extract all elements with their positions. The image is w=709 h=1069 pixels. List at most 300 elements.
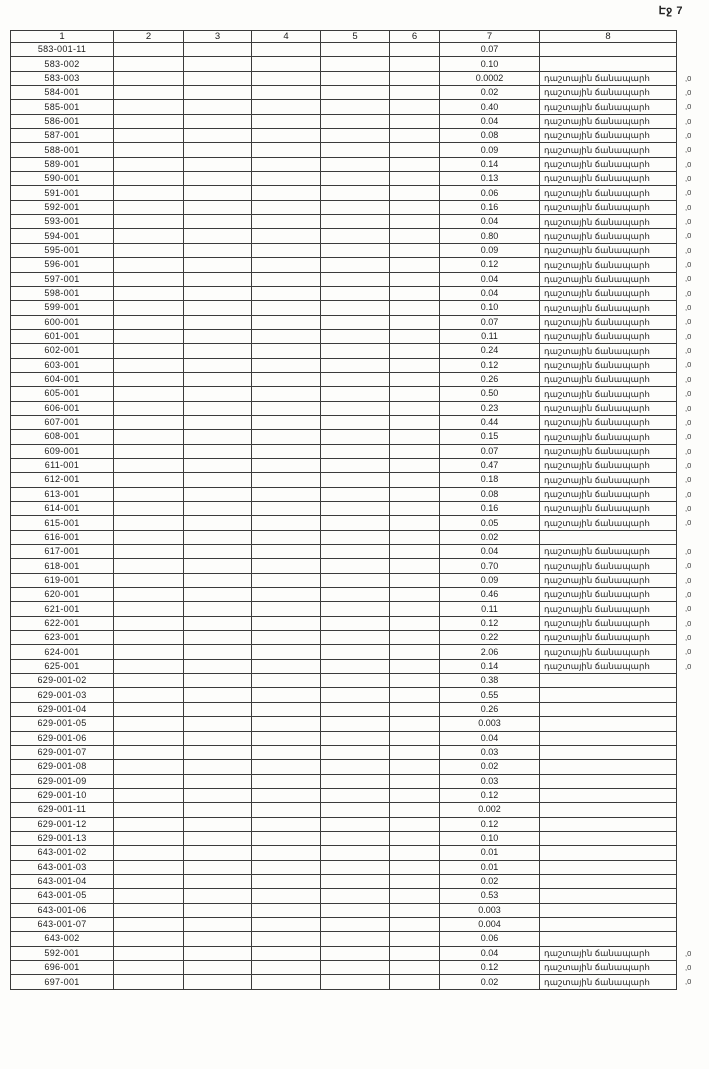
area-value-cell: 0.07 xyxy=(440,444,540,458)
parcel-id-cell: 643-001-05 xyxy=(11,889,114,903)
table-row xyxy=(11,401,707,415)
margin-mark xyxy=(677,846,707,860)
area-value-cell: 0.15 xyxy=(440,430,540,444)
parcel-id-cell: 586-001 xyxy=(11,114,114,128)
cell-4 xyxy=(252,344,321,358)
cell-6 xyxy=(390,731,440,745)
cell-6 xyxy=(390,573,440,587)
cell-6 xyxy=(390,674,440,688)
margin-mark xyxy=(677,674,707,688)
table-row xyxy=(11,645,707,659)
cell-6 xyxy=(390,129,440,143)
margin-mark: ,0 xyxy=(685,346,692,356)
margin-mark: ,0 xyxy=(685,503,692,513)
cell-3 xyxy=(184,487,252,501)
table-row xyxy=(11,588,707,602)
margin-mark xyxy=(677,788,707,802)
table-row xyxy=(11,172,707,186)
cell-5 xyxy=(321,745,390,759)
land-use-cell: դաշտային ճանապարհ xyxy=(540,387,677,401)
cell-5 xyxy=(321,588,390,602)
parcel-id-cell: 629-001-06 xyxy=(11,731,114,745)
area-value-cell: 0.04 xyxy=(440,946,540,960)
cell-3 xyxy=(184,43,252,57)
cell-5 xyxy=(321,229,390,243)
cell-6 xyxy=(390,545,440,559)
margin-mark: ,0 xyxy=(685,145,692,155)
table-row xyxy=(11,788,707,802)
land-use-cell xyxy=(540,846,677,860)
parcel-id-cell: 593-001 xyxy=(11,215,114,229)
cell-2 xyxy=(114,473,184,487)
area-value-cell: 0.04 xyxy=(440,215,540,229)
cell-4 xyxy=(252,645,321,659)
cell-5 xyxy=(321,975,390,989)
area-value-cell: 0.16 xyxy=(440,502,540,516)
cell-6 xyxy=(390,57,440,71)
cell-5 xyxy=(321,631,390,645)
margin-mark: ,0 xyxy=(685,87,692,97)
parcel-id-cell: 629-001-04 xyxy=(11,702,114,716)
cell-2 xyxy=(114,760,184,774)
cell-3 xyxy=(184,258,252,272)
land-use-cell: դաշտային ճանապարհ xyxy=(540,114,677,128)
margin-mark: ,0 xyxy=(685,188,692,198)
area-value-cell: 0.06 xyxy=(440,932,540,946)
cell-5 xyxy=(321,430,390,444)
cell-6 xyxy=(390,788,440,802)
cell-6 xyxy=(390,444,440,458)
cell-2 xyxy=(114,358,184,372)
table-row xyxy=(11,157,707,171)
margin-mark: ,0 xyxy=(685,174,692,184)
cell-3 xyxy=(184,387,252,401)
cell-5 xyxy=(321,344,390,358)
area-value-cell: 2.06 xyxy=(440,645,540,659)
cell-6 xyxy=(390,415,440,429)
table-row xyxy=(11,86,707,100)
land-use-cell xyxy=(540,530,677,544)
cell-2 xyxy=(114,200,184,214)
margin-mark: ,0 xyxy=(685,948,692,958)
table-row xyxy=(11,358,707,372)
area-value-cell: 0.04 xyxy=(440,272,540,286)
area-value-cell: 0.0002 xyxy=(440,71,540,85)
cell-4 xyxy=(252,745,321,759)
cell-6 xyxy=(390,286,440,300)
parcel-id-cell: 613-001 xyxy=(11,487,114,501)
cell-2 xyxy=(114,502,184,516)
table-row xyxy=(11,71,707,85)
margin-mark xyxy=(677,889,707,903)
cell-2 xyxy=(114,545,184,559)
cell-4 xyxy=(252,717,321,731)
cell-6 xyxy=(390,659,440,673)
cell-3 xyxy=(184,444,252,458)
cell-2 xyxy=(114,129,184,143)
area-value-cell: 0.13 xyxy=(440,172,540,186)
cell-4 xyxy=(252,229,321,243)
cell-6 xyxy=(390,344,440,358)
table-row xyxy=(11,932,707,946)
cell-5 xyxy=(321,143,390,157)
land-use-cell: դաշտային ճանապարհ xyxy=(540,286,677,300)
cell-3 xyxy=(184,172,252,186)
parcel-id-cell: 612-001 xyxy=(11,473,114,487)
area-value-cell: 0.02 xyxy=(440,530,540,544)
cell-4 xyxy=(252,903,321,917)
parcel-id-cell: 587-001 xyxy=(11,129,114,143)
land-use-cell xyxy=(540,674,677,688)
area-value-cell: 0.46 xyxy=(440,588,540,602)
land-use-cell: դաշտային ճանապարհ xyxy=(540,344,677,358)
cell-2 xyxy=(114,430,184,444)
cell-6 xyxy=(390,846,440,860)
land-use-cell: դաշտային ճանապարհ xyxy=(540,143,677,157)
cell-2 xyxy=(114,588,184,602)
table-row xyxy=(11,889,707,903)
parcel-id-cell: 629-001-09 xyxy=(11,774,114,788)
cell-6 xyxy=(390,917,440,931)
cell-2 xyxy=(114,186,184,200)
cell-3 xyxy=(184,502,252,516)
cell-5 xyxy=(321,659,390,673)
cell-5 xyxy=(321,545,390,559)
cell-3 xyxy=(184,774,252,788)
cell-3 xyxy=(184,215,252,229)
cell-6 xyxy=(390,932,440,946)
land-use-cell: դաշտային ճանապարհ xyxy=(540,659,677,673)
parcel-id-cell: 608-001 xyxy=(11,430,114,444)
parcel-id-cell: 629-001-08 xyxy=(11,760,114,774)
cell-3 xyxy=(184,846,252,860)
cell-4 xyxy=(252,760,321,774)
parcel-id-cell: 620-001 xyxy=(11,588,114,602)
margin-mark xyxy=(677,874,707,888)
table-row xyxy=(11,43,707,57)
cell-6 xyxy=(390,301,440,315)
cell-4 xyxy=(252,674,321,688)
cell-2 xyxy=(114,372,184,386)
cell-6 xyxy=(390,458,440,472)
cell-2 xyxy=(114,573,184,587)
area-value-cell: 0.09 xyxy=(440,143,540,157)
cell-2 xyxy=(114,229,184,243)
cell-3 xyxy=(184,932,252,946)
table-row xyxy=(11,143,707,157)
cell-4 xyxy=(252,430,321,444)
table-row xyxy=(11,874,707,888)
cell-6 xyxy=(390,946,440,960)
land-use-cell: դաշտային ճանապարհ xyxy=(540,86,677,100)
cell-5 xyxy=(321,688,390,702)
margin-mark: ,0 xyxy=(685,303,692,313)
cell-4 xyxy=(252,530,321,544)
area-value-cell: 0.12 xyxy=(440,358,540,372)
parcel-id-cell: 622-001 xyxy=(11,616,114,630)
parcel-id-cell: 629-001-07 xyxy=(11,745,114,759)
area-value-cell: 0.40 xyxy=(440,100,540,114)
cell-6 xyxy=(390,487,440,501)
parcel-id-cell: 629-001-10 xyxy=(11,788,114,802)
land-use-cell: դաշտային ճանապարհ xyxy=(540,946,677,960)
cell-5 xyxy=(321,903,390,917)
table-row xyxy=(11,502,707,516)
cell-5 xyxy=(321,258,390,272)
cell-4 xyxy=(252,860,321,874)
parcel-id-cell: 584-001 xyxy=(11,86,114,100)
area-value-cell: 0.26 xyxy=(440,702,540,716)
table-body xyxy=(11,43,707,990)
cell-6 xyxy=(390,903,440,917)
cell-4 xyxy=(252,975,321,989)
cell-4 xyxy=(252,559,321,573)
cell-2 xyxy=(114,702,184,716)
land-use-cell: դաշտային ճանապարհ xyxy=(540,961,677,975)
area-value-cell: 0.08 xyxy=(440,129,540,143)
cell-3 xyxy=(184,530,252,544)
parcel-id-cell: 592-001 xyxy=(11,946,114,960)
cell-2 xyxy=(114,458,184,472)
cell-2 xyxy=(114,86,184,100)
land-use-cell xyxy=(540,57,677,71)
cell-4 xyxy=(252,71,321,85)
area-value-cell: 0.12 xyxy=(440,616,540,630)
margin-spacer xyxy=(677,31,707,43)
cell-3 xyxy=(184,731,252,745)
land-use-cell xyxy=(540,688,677,702)
table-row xyxy=(11,114,707,128)
cell-5 xyxy=(321,172,390,186)
cell-2 xyxy=(114,846,184,860)
cell-4 xyxy=(252,961,321,975)
cell-6 xyxy=(390,831,440,845)
cell-5 xyxy=(321,502,390,516)
table-row xyxy=(11,243,707,257)
parcel-id-cell: 643-001-04 xyxy=(11,874,114,888)
cell-6 xyxy=(390,200,440,214)
cell-2 xyxy=(114,315,184,329)
cell-2 xyxy=(114,674,184,688)
area-value-cell: 0.11 xyxy=(440,329,540,343)
cell-3 xyxy=(184,315,252,329)
cell-5 xyxy=(321,372,390,386)
cell-3 xyxy=(184,358,252,372)
table-row xyxy=(11,817,707,831)
table-row xyxy=(11,372,707,386)
table-row xyxy=(11,573,707,587)
cell-6 xyxy=(390,157,440,171)
margin-mark: ,0 xyxy=(685,618,692,628)
table-row xyxy=(11,674,707,688)
land-use-cell: դաշտային ճանապարհ xyxy=(540,329,677,343)
area-value-cell: 0.26 xyxy=(440,372,540,386)
cell-2 xyxy=(114,860,184,874)
cell-3 xyxy=(184,559,252,573)
cell-5 xyxy=(321,387,390,401)
cell-2 xyxy=(114,114,184,128)
cell-4 xyxy=(252,573,321,587)
cell-6 xyxy=(390,702,440,716)
cell-4 xyxy=(252,803,321,817)
cell-5 xyxy=(321,530,390,544)
area-value-cell: 0.10 xyxy=(440,301,540,315)
parcel-id-cell: 643-001-07 xyxy=(11,917,114,931)
margin-mark xyxy=(677,530,707,544)
cell-5 xyxy=(321,803,390,817)
table-row xyxy=(11,272,707,286)
area-value-cell: 0.02 xyxy=(440,975,540,989)
margin-mark: ,0 xyxy=(685,217,692,227)
cell-3 xyxy=(184,143,252,157)
parcel-id-cell: 604-001 xyxy=(11,372,114,386)
area-value-cell: 0.38 xyxy=(440,674,540,688)
cell-4 xyxy=(252,372,321,386)
table-row xyxy=(11,186,707,200)
table-row xyxy=(11,458,707,472)
land-use-cell xyxy=(540,889,677,903)
margin-mark: ,0 xyxy=(685,589,692,599)
parcel-id-cell: 629-001-11 xyxy=(11,803,114,817)
table-row xyxy=(11,961,707,975)
cell-4 xyxy=(252,932,321,946)
land-use-cell: դաշտային ճանապարհ xyxy=(540,487,677,501)
land-use-cell: դաշտային ճանապարհ xyxy=(540,588,677,602)
parcel-id-cell: 601-001 xyxy=(11,329,114,343)
cell-5 xyxy=(321,243,390,257)
cell-2 xyxy=(114,745,184,759)
column-header-4: 4 xyxy=(252,31,321,43)
area-value-cell: 0.03 xyxy=(440,745,540,759)
cell-2 xyxy=(114,917,184,931)
cell-3 xyxy=(184,946,252,960)
land-use-cell xyxy=(540,903,677,917)
area-value-cell: 0.10 xyxy=(440,57,540,71)
cell-4 xyxy=(252,458,321,472)
area-value-cell: 0.02 xyxy=(440,760,540,774)
table-row xyxy=(11,774,707,788)
table-row xyxy=(11,100,707,114)
land-use-cell xyxy=(540,860,677,874)
land-use-cell xyxy=(540,702,677,716)
margin-mark: ,0 xyxy=(685,962,692,972)
margin-mark: ,0 xyxy=(685,360,692,370)
cell-5 xyxy=(321,186,390,200)
cell-2 xyxy=(114,243,184,257)
cell-6 xyxy=(390,717,440,731)
land-use-cell: դաշտային ճանապարհ xyxy=(540,215,677,229)
cell-6 xyxy=(390,430,440,444)
margin-mark: ,0 xyxy=(685,116,692,126)
table-row xyxy=(11,559,707,573)
cell-6 xyxy=(390,258,440,272)
cell-4 xyxy=(252,444,321,458)
cell-3 xyxy=(184,200,252,214)
cell-5 xyxy=(321,889,390,903)
cell-4 xyxy=(252,329,321,343)
land-use-cell: դաշտային ճանապարհ xyxy=(540,602,677,616)
cell-4 xyxy=(252,387,321,401)
cell-3 xyxy=(184,57,252,71)
cell-6 xyxy=(390,86,440,100)
parcel-id-cell: 615-001 xyxy=(11,516,114,530)
table-row xyxy=(11,530,707,544)
margin-mark: ,0 xyxy=(685,460,692,470)
column-header-1: 1 xyxy=(11,31,114,43)
cell-6 xyxy=(390,272,440,286)
land-use-cell: դաշտային ճանապարհ xyxy=(540,258,677,272)
cell-3 xyxy=(184,889,252,903)
land-use-cell: դաշտային ճանապարհ xyxy=(540,631,677,645)
cell-2 xyxy=(114,487,184,501)
margin-mark: ,0 xyxy=(685,432,692,442)
margin-mark: ,0 xyxy=(685,977,692,987)
land-use-cell xyxy=(540,932,677,946)
table-header-row xyxy=(11,31,707,43)
cell-6 xyxy=(390,401,440,415)
margin-mark xyxy=(677,688,707,702)
cell-5 xyxy=(321,645,390,659)
cell-4 xyxy=(252,688,321,702)
parcel-id-cell: 602-001 xyxy=(11,344,114,358)
table-row xyxy=(11,315,707,329)
land-use-cell xyxy=(540,917,677,931)
cell-4 xyxy=(252,889,321,903)
land-use-cell: դաշտային ճանապարհ xyxy=(540,172,677,186)
cell-6 xyxy=(390,229,440,243)
parcel-id-cell: 629-001-05 xyxy=(11,717,114,731)
land-use-cell: դաշտային ճանապարհ xyxy=(540,516,677,530)
cell-5 xyxy=(321,71,390,85)
margin-mark xyxy=(677,774,707,788)
cell-3 xyxy=(184,645,252,659)
cell-3 xyxy=(184,745,252,759)
cell-3 xyxy=(184,344,252,358)
cell-3 xyxy=(184,100,252,114)
land-use-cell: դաշտային ճանապարհ xyxy=(540,301,677,315)
table-row xyxy=(11,473,707,487)
area-value-cell: 0.09 xyxy=(440,573,540,587)
cell-3 xyxy=(184,917,252,931)
margin-mark xyxy=(677,702,707,716)
parcel-id-cell: 618-001 xyxy=(11,559,114,573)
cell-6 xyxy=(390,530,440,544)
cell-4 xyxy=(252,415,321,429)
cell-4 xyxy=(252,731,321,745)
cell-4 xyxy=(252,129,321,143)
cell-6 xyxy=(390,817,440,831)
cell-5 xyxy=(321,860,390,874)
page-number-label: Էջ 7 xyxy=(658,5,683,17)
table-row xyxy=(11,258,707,272)
parcel-id-cell: 583-001-11 xyxy=(11,43,114,57)
table-row xyxy=(11,917,707,931)
cell-2 xyxy=(114,659,184,673)
cell-4 xyxy=(252,702,321,716)
area-value-cell: 0.09 xyxy=(440,243,540,257)
area-value-cell: 0.12 xyxy=(440,961,540,975)
margin-mark: ,0 xyxy=(685,647,692,657)
parcel-id-cell: 621-001 xyxy=(11,602,114,616)
cell-3 xyxy=(184,157,252,171)
table-row xyxy=(11,545,707,559)
land-use-cell: դաշտային ճանապարհ xyxy=(540,100,677,114)
parcel-id-cell: 583-003 xyxy=(11,71,114,85)
cell-2 xyxy=(114,616,184,630)
table-row xyxy=(11,602,707,616)
area-value-cell: 0.003 xyxy=(440,717,540,731)
cell-3 xyxy=(184,229,252,243)
